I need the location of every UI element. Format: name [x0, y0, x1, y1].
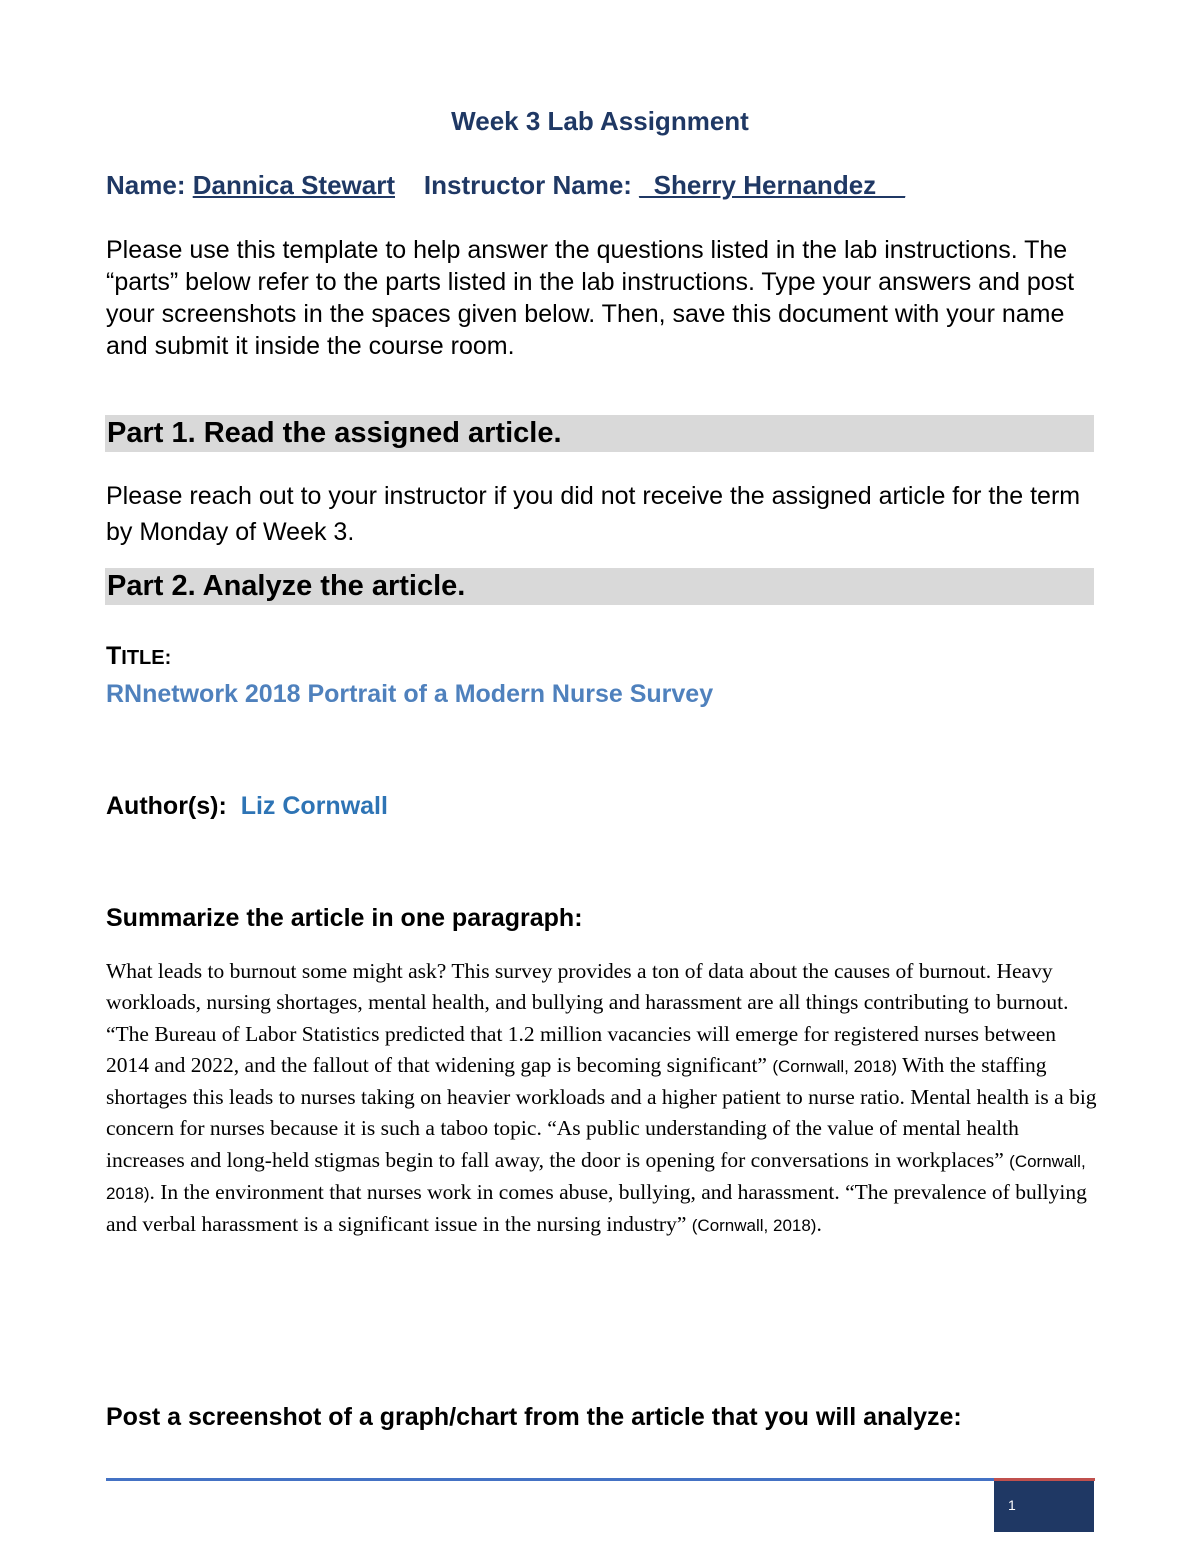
citation: (Cornwall, 2018) [106, 1151, 1086, 1204]
student-name: Dannica Stewart [192, 170, 395, 200]
document-title: Week 3 Lab Assignment [451, 106, 749, 136]
author-name: Liz Cornwall [240, 792, 388, 820]
summary-heading: Summarize the article in one paragraph: [106, 904, 583, 932]
citation: (Cornwall, 2018) [691, 1216, 817, 1236]
name-line [106, 170, 905, 201]
author-line [106, 792, 388, 821]
post-screenshot-heading: Post a screenshot of a graph/chart from the article that you will analyze: [106, 1403, 962, 1431]
instructions-paragraph: Please use this template to help answer the questions listed in the lab instructions. The “parts” below refer to the parts listed in the lab instructions. Type your answers and post your screenshots in the spaces given below. Then, save this document with your name and submit it inside the course room. [106, 236, 1075, 360]
summary-paragraph: What leads to burnout some might ask? This survey provides a ton of data about the causes of burnout. Heavy workloads, nursing shortages, mental health, and bullying and harassment are all things contributing to burnout. “The Bureau of Labor Statistics predicted that 1.2 million vacancies will emerge for registered nurses between 2014 and 2022, and the fallout of that widening gap is becoming significant” (Cornwall, 2018) With the staffing shortages this leads to nurses taking on heavier workloads and a higher patient to nurse ratio. Mental health is a big concern for nurses because it is such a taboo topic. “As public understanding of the value of mental health increases and long-held stigmas begin to fall away, the door is opening for conversations in workplaces” (Cornwall, 2018). In the environment that nurses work in comes abuse, bullying, and harassment. “The prevalence of bullying and verbal harassment is a significant issue in the nursing industry” (Cornwall, 2018). [106, 959, 1097, 1237]
citation: (Cornwall, 2018) [772, 1056, 898, 1076]
part1-heading: Part 1. Read the assigned article. [105, 415, 1094, 452]
instructor-label: Instructor Name: [423, 170, 640, 200]
part2-heading: Part 2. Analyze the article. [105, 568, 1094, 605]
article-title-label: TITLE: [106, 642, 172, 670]
instructor-name: _Sherry Hernandez__ [639, 170, 906, 200]
page-number: 1 [994, 1481, 1094, 1532]
name-label: Name: [106, 170, 193, 200]
author-label: Author(s): [106, 792, 227, 820]
article-title: RNnetwork 2018 Portrait of a Modern Nurse Survey [106, 680, 714, 708]
part1-body: Please reach out to your instructor if you did not receive the assigned article for the term by Monday of Week 3. [106, 482, 1081, 546]
footer-rule [106, 1478, 1095, 1481]
